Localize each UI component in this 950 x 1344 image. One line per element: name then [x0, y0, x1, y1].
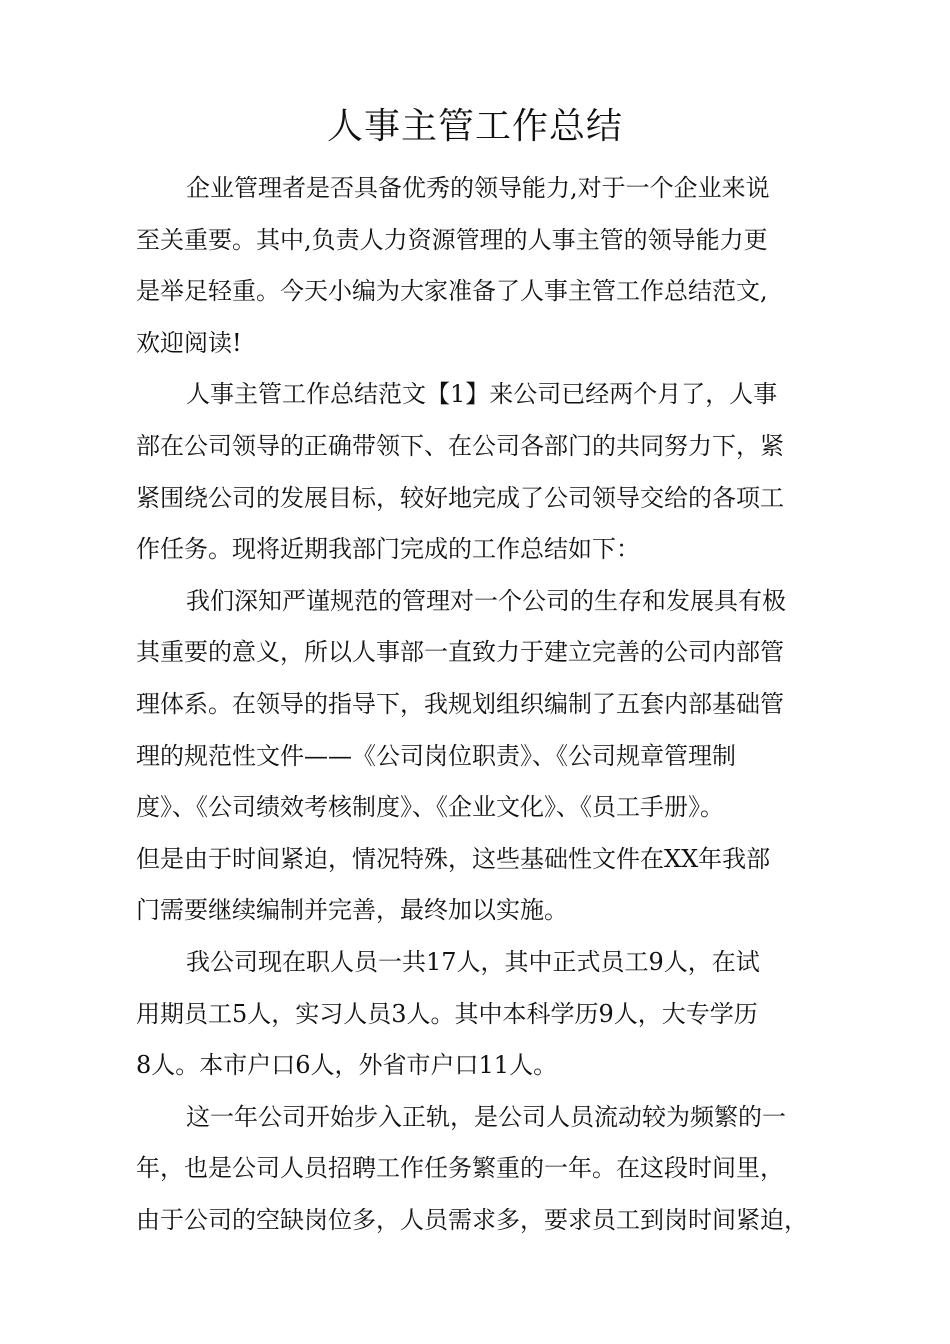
text-line: 作任务。现将近期我部门完成的工作总结如下： — [136, 535, 640, 564]
text-line: 这一年公司开始步入正轨，是公司人员流动较为频繁的一 — [186, 1102, 786, 1131]
paragraph-recruitment — [136, 1092, 841, 1247]
text-line: 至关重要。其中,负责人力资源管理的人事主管的领导能力更 — [136, 225, 768, 254]
text-line: 但是由于时间紧迫，情况特殊，这些基础性文件在XX年我部 — [136, 844, 771, 873]
text-line: 用期员工5人，实习人员3人。其中本科学历9人，大专学历 — [136, 999, 758, 1028]
text-line: 紧围绕公司的发展目标，较好地完成了公司领导交给的各项工 — [136, 483, 784, 512]
paragraph-sample-1 — [136, 369, 841, 575]
text-line: 理的规范性文件——《公司岗位职责》、《公司规章管理制 — [136, 741, 736, 770]
text-line: 理体系。在领导的指导下，我规划组织编制了五套内部基础管 — [136, 689, 784, 718]
paragraph-management-system — [136, 576, 841, 937]
document-title: 人事主管工作总结 — [326, 106, 623, 147]
paragraph-intro — [136, 163, 841, 369]
text-line: 企业管理者是否具备优秀的领导能力,对于一个企业来说 — [186, 174, 770, 202]
text-line: 我公司现在职人员一共17人，其中正式员工9人，在试 — [186, 947, 760, 976]
text-line: 门需要继续编制并完善，最终加以实施。 — [136, 896, 568, 925]
text-line: 欢迎阅读! — [136, 328, 242, 357]
text-line: 是举足轻重。今天小编为大家准备了人事主管工作总结范文, — [136, 277, 768, 306]
text-line: 我们深知严谨规范的管理对一个公司的生存和发展具有极 — [186, 586, 786, 615]
text-line: 8人。本市户口6人，外省市户口11人。 — [136, 1051, 558, 1080]
text-line: 其重要的意义，所以人事部一直致力于建立完善的公司内部管 — [136, 638, 784, 667]
text-line: 部在公司领导的正确带领下、在公司各部门的共同努力下，紧 — [136, 431, 784, 460]
text-line: 由于公司的空缺岗位多，人员需求多，要求员工到岗时间紧迫， — [136, 1205, 808, 1234]
text-line: 度》、《公司绩效考核制度》、《企业文化》、《员工手册》。 — [136, 793, 724, 822]
document-body — [136, 163, 841, 1246]
paragraph-staff-count — [136, 937, 841, 1092]
text-line: 年，也是公司人员招聘工作任务繁重的一年。在这段时间里， — [136, 1154, 784, 1183]
text-line: 人事主管工作总结范文【1】来公司已经两个月了，人事 — [186, 380, 778, 409]
